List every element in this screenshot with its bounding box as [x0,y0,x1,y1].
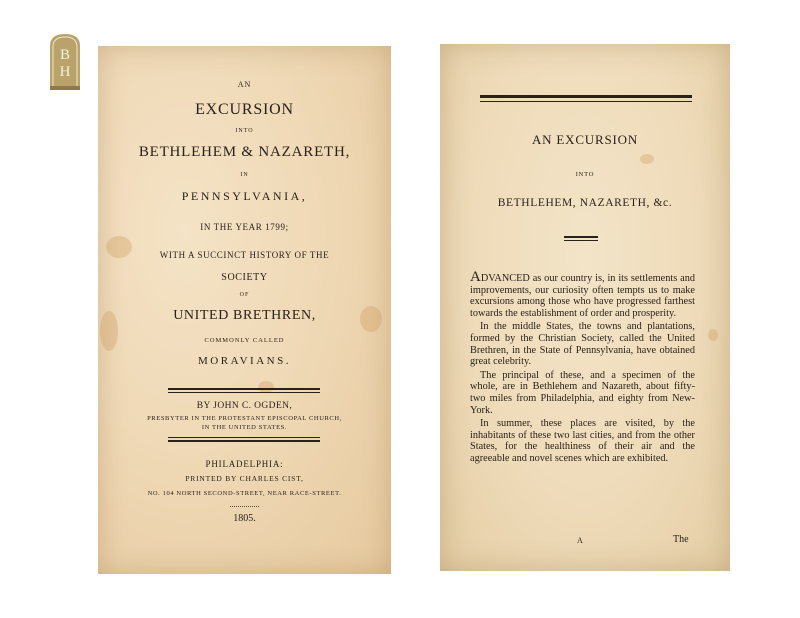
short-rule-1 [564,236,598,238]
rule-bottom-thick [168,440,320,442]
imprint-dots: ............... [229,500,260,509]
title-state: PENNSYLVANIA, [181,189,308,203]
header-rule-thick [480,95,692,98]
title-year: IN THE YEAR 1799; [200,222,289,232]
text-subheading: BETHLEHEM, NAZARETH, &c. [497,197,673,209]
imprint-printer: PRINTED BY CHARLES CIST, [185,474,304,483]
catchword: The [673,534,689,545]
paragraph-2: In the middle States, the towns and plantations, formed by the Christian Society, called the United Brethren, in the State of Pennsylvania, have obtained great celebrity. [470,321,695,368]
signature-mark: A [577,536,583,545]
title-page [98,46,391,574]
paragraph-3: The principal of these, and a specimen of the whole, are in Bethlehem and Nazareth, about fifty-two miles from Philadelphia, and eighty from New-York. [470,369,695,416]
header-rule-thin [480,101,692,102]
author-name: BY JOHN C. OGDEN, [196,401,293,411]
bh-logo [47,32,83,92]
imprint-date: 1805. [233,513,256,524]
title-an: AN [237,80,252,89]
title-in: IN [240,172,249,178]
text-into: INTO [575,171,595,178]
body-text [470,269,695,467]
text-heading: AN EXCURSION [531,132,639,147]
svg-text:B: B [59,47,71,63]
imprint-address: NO. 104 NORTH SECOND-STREET, NEAR RACE-STREET. [147,490,342,497]
short-rule-2 [564,240,598,241]
title-places: BETHLEHEM & NAZARETH, [138,144,351,160]
title-with: WITH A SUCCINCT HISTORY OF THE [159,250,330,260]
text-page [440,44,730,571]
title-brethren: UNITED BRETHREN, [173,308,316,323]
paragraph-4: In summer, these places are visited, by the inhabitants of these two last cities, and from the other States, for the healthiness of their air and the agreeable and novel scenes which are exhibited. [470,418,695,464]
title-commonly: COMMONLY CALLED [204,337,285,344]
title-excursion: EXCURSION [195,101,294,118]
imprint-city: PHILADELPHIA: [205,459,284,469]
title-society: SOCIETY [221,272,268,283]
svg-text:H: H [59,64,71,80]
title-into: INTO [235,128,254,134]
title-of: OF [239,292,250,298]
paragraph-1: DVANCED as our country is, in its settlements and improvements, our curiosity often tempts us to make excursions among those who have progressed farthest towards the establishment of order and prosperity. [470,273,695,319]
author-desc-2: IN THE UNITED STATES. [201,424,288,431]
title-moravians: MORAVIANS. [198,355,291,367]
rule-top-thick [168,388,320,390]
drop-cap: A [470,269,481,285]
author-desc-1: PRESBYTER IN THE PROTESTANT EPISCOPAL CHURCH, [147,415,342,422]
rule-bottom-thin [168,437,320,438]
rule-top-thin [168,392,320,393]
